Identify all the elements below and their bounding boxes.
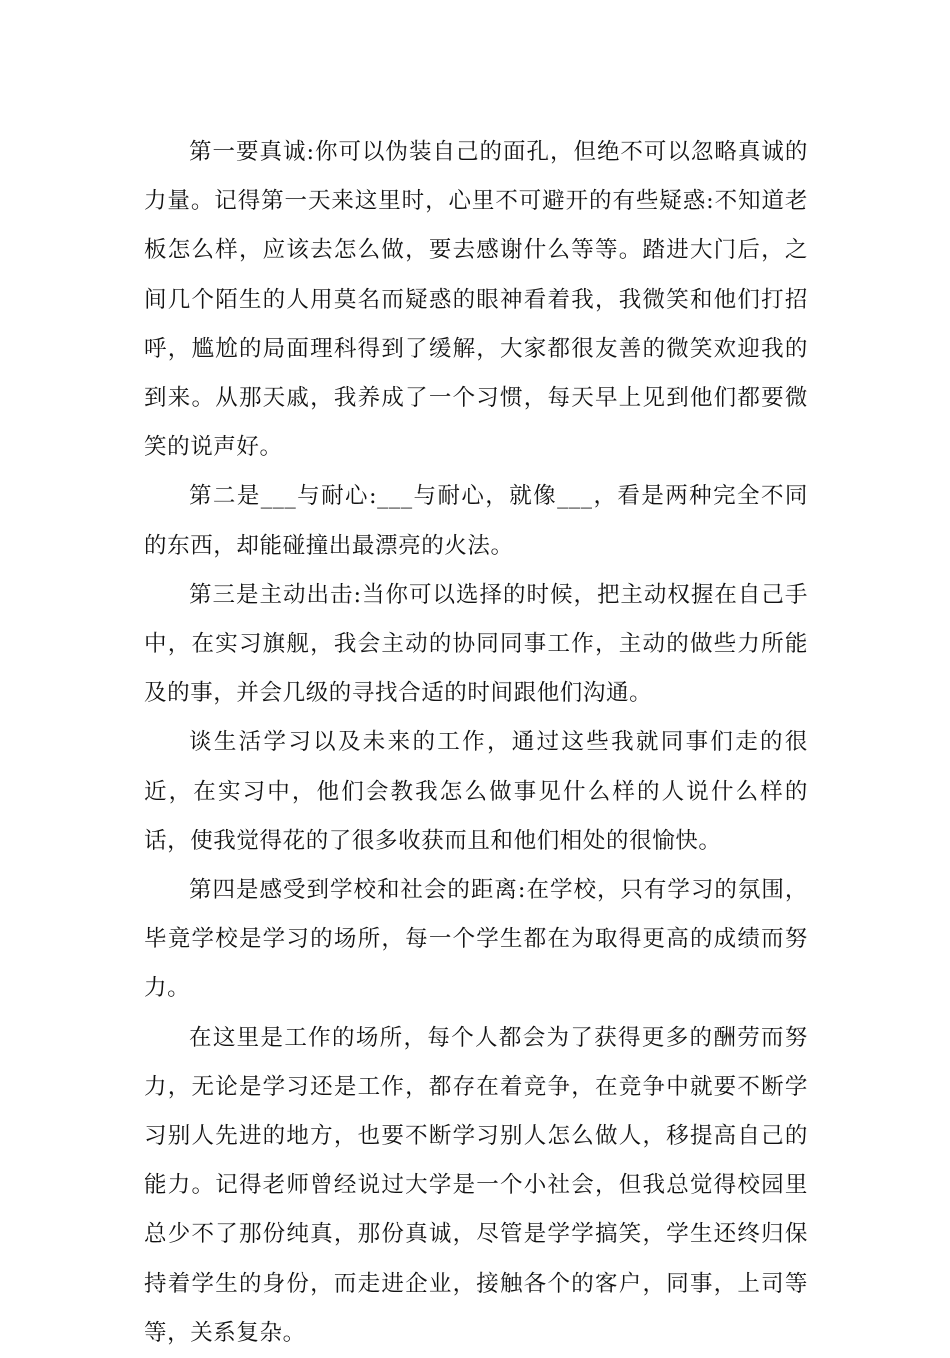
- paragraph-patience: 第二是___与耐心:___与耐心，就像___，看是两种完全不同的东西，却能碰撞出最漂亮的火法。: [144, 483, 808, 559]
- paragraph-initiative: 第三是主动出击:当你可以选择的时候，把主动权握在自己手中，在实习旗舰，我会主动的协同同事工作，主动的做些力所能及的事，并会几级的寻找合适的时间跟他们沟通。: [144, 581, 808, 707]
- paragraph-workplace: 在这里是工作的场所，每个人都会为了获得更多的酬劳而努力，无论是学习还是工作，都存在着竞争，在竞争中就要不断学习别人先进的地方，也要不断学习别人怎么做人，移提高自己的能力。记得老师曾经说过大学是一个小社会，但我总觉得校园里总少不了那份纯真，那份真诚，尽管是学学搞笑，学生还终归保持着学生的身份，而走进企业，接触各个的客户，同事，上司等等，关系复杂。: [144, 1024, 808, 1346]
- paragraph-sincerity: 第一要真诚:你可以伪装自己的面孔，但绝不可以忽略真诚的力量。记得第一天来这里时，心里不可避开的有些疑惑:不知道老板怎么样，应该去怎么做，要去感谢什么等等。踏进大门后，之间几个陌生的人用莫名而疑惑的眼神看着我，我微笑和他们打招呼，尴尬的局面理科得到了缓解，大家都很友善的微笑欢迎我的到来。从那天戚，我养成了一个习惯，每天早上见到他们都要微笑的说声好。: [144, 139, 808, 461]
- paragraph-life-study: 谈生活学习以及未来的工作，通过这些我就同事们走的很近，在实习中，他们会教我怎么做事见什么样的人说什么样的话，使我觉得花的了很多收获而且和他们相处的很愉快。: [144, 729, 808, 854]
- paragraph-school-society: 第四是感受到学校和社会的距离:在学校，只有学习的氛围，毕竟学校是学习的场所，每一个学生都在为取得更高的成绩而努力。: [144, 877, 808, 1002]
- document-body: [144, 128, 808, 1358]
